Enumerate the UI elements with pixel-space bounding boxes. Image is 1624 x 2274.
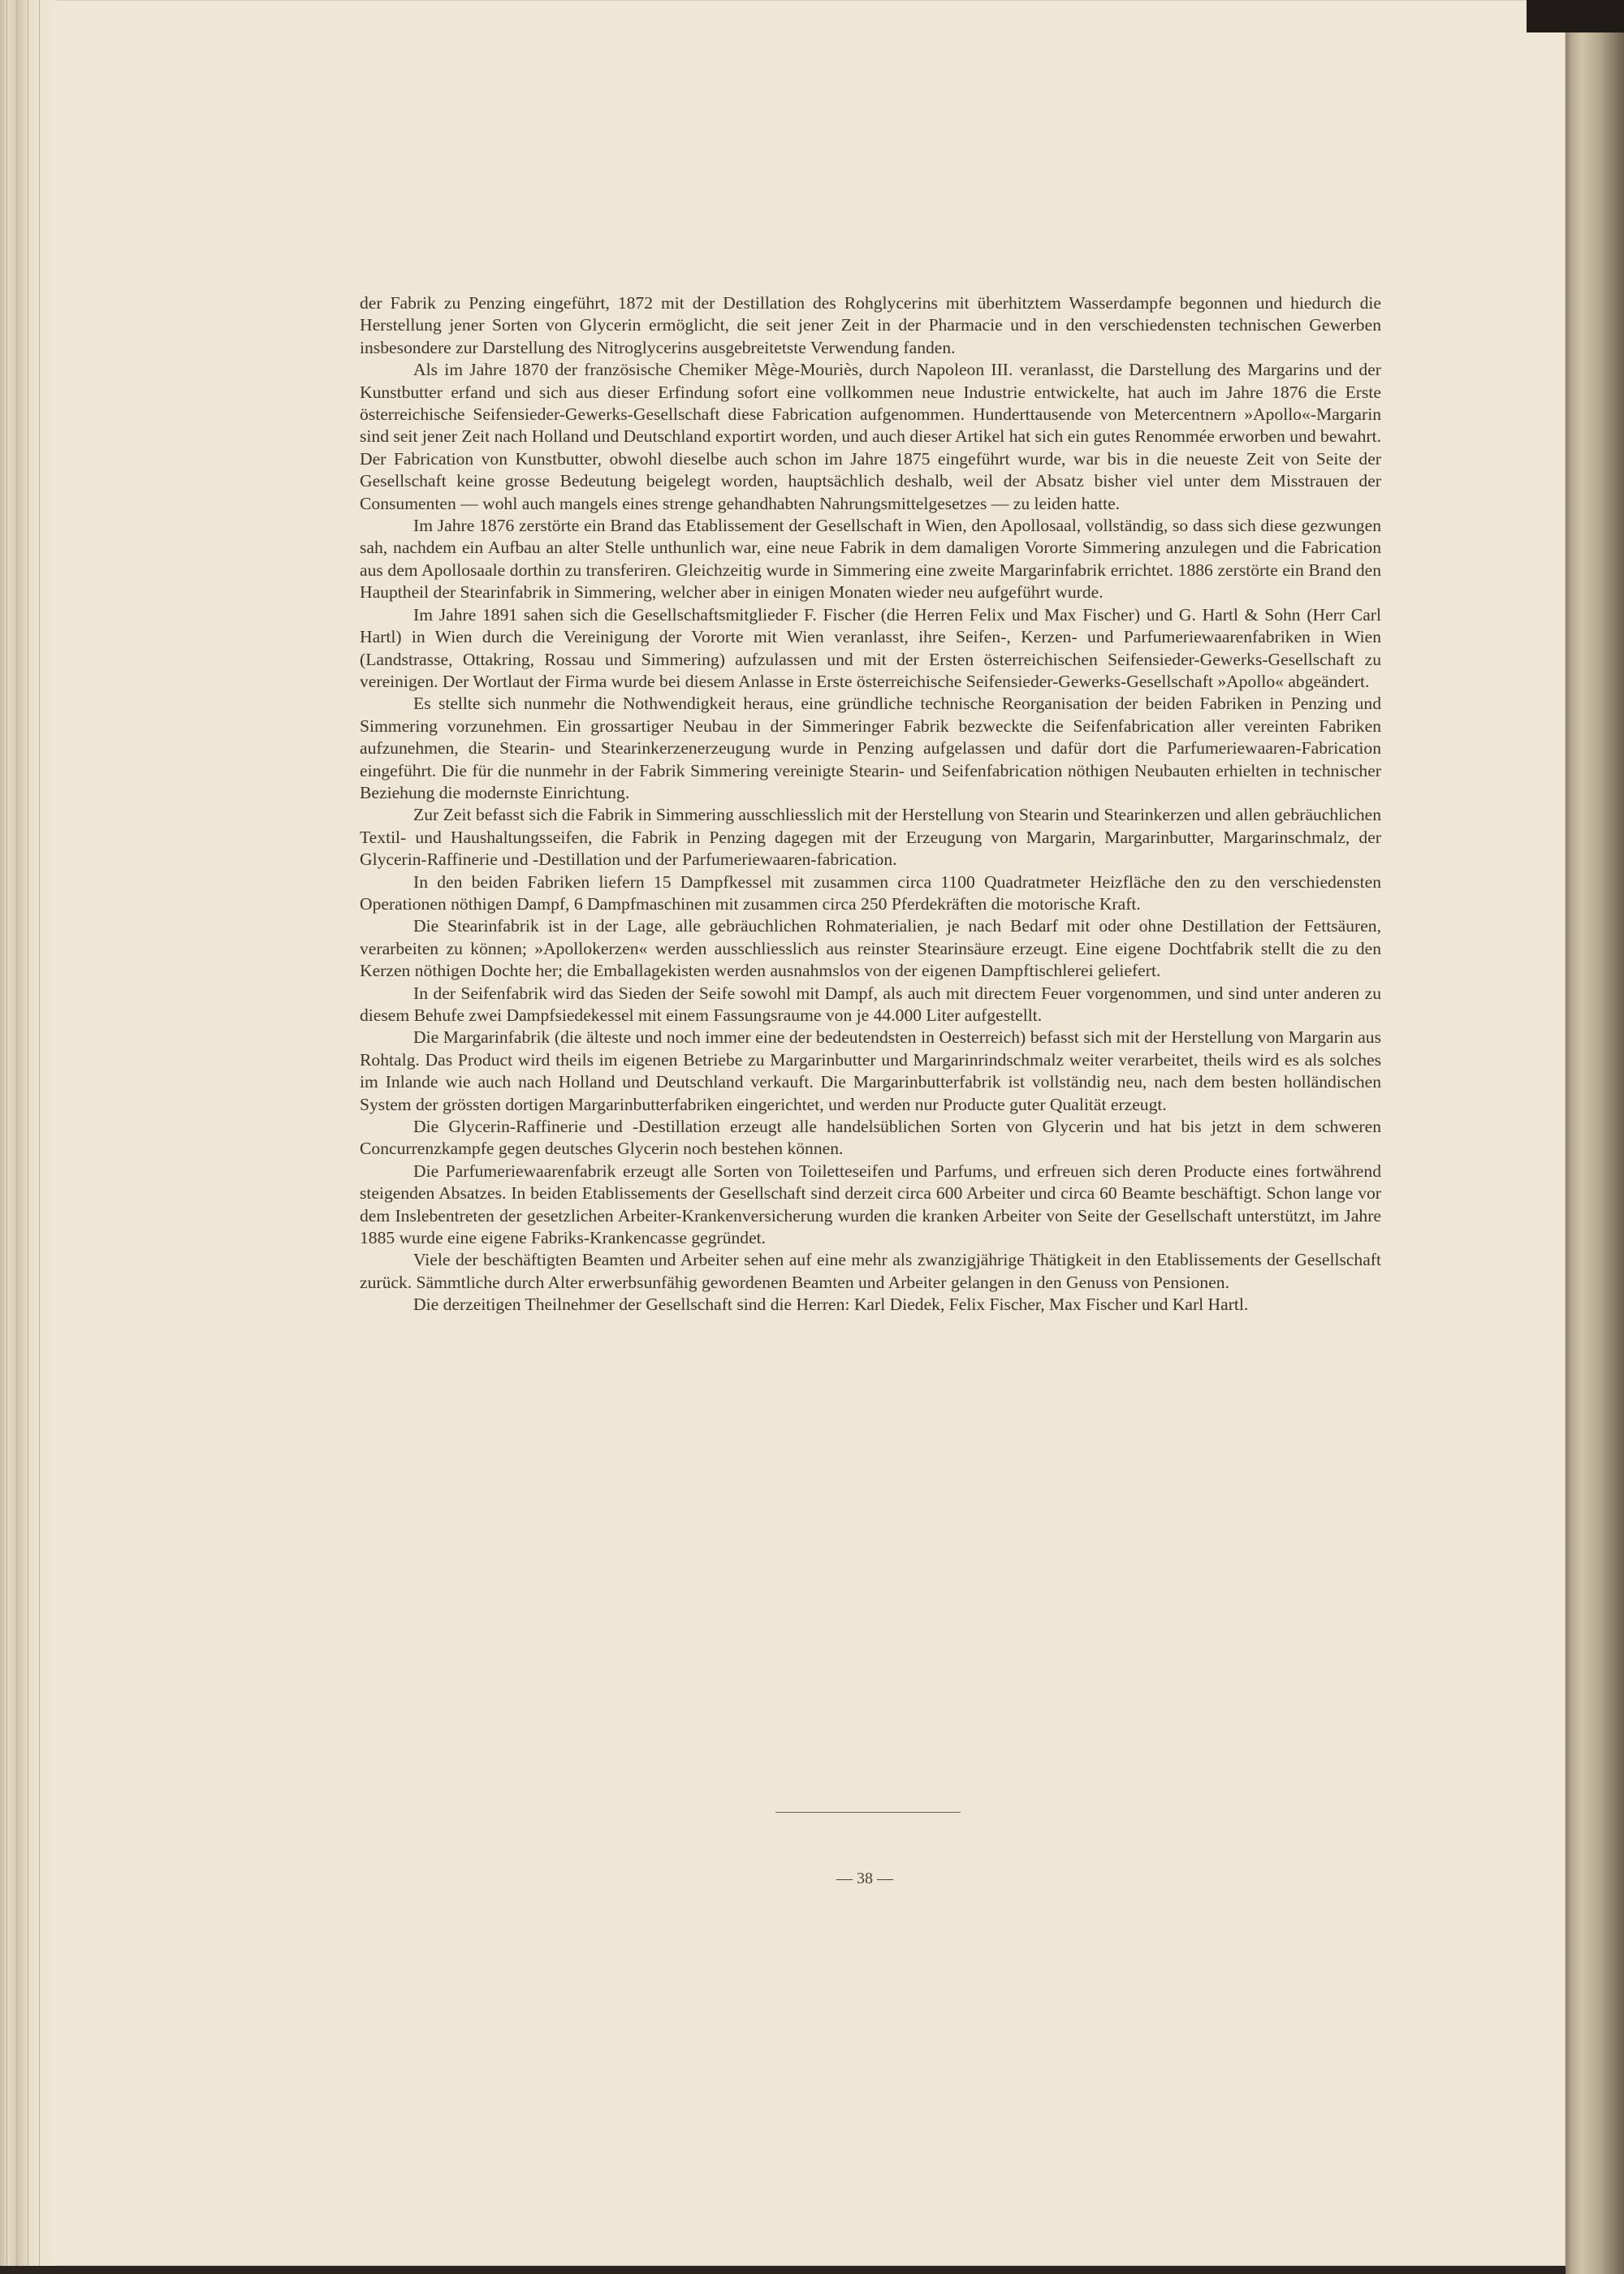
paragraph: Die Stearinfabrik ist in der Lage, alle gebräuchlichen Rohmaterialien, je nach Bedarf mit oder ohne Destillation der Fettsäuren, verarbeiten zu können; »Apollokerzen« werden ausschliesslich aus reinster Stearinsäure erzeugt. Eine eigene Dochtfabrik stellt die zu den Kerzen nöthigen Dochte her; die Emballagekisten werden ausnahmslos von der eigenen Dampftischlerei geliefert. [360,916,1381,981]
paragraph: Die Parfumeriewaarenfabrik erzeugt alle Sorten von Toiletteseifen und Parfums, und erfreuen sich deren Producte eines fortwährend steigenden Absatzes. In beiden Etablissements der Gesellschaft sind derzeit circa 600 Arbeiter und circa 60 Beamte beschäftigt. Schon lange vor dem Inslebentreten der gesetzlichen Arbeiter-Krankenversicherung wurden die kranken Arbeiter von Seite der Gesellschaft unterstützt, im Jahre 1885 wurde eine eigene Fabriks-Krankencasse gegründet. [360,1161,1381,1248]
paragraph: Es stellte sich nunmehr die Nothwendigkeit heraus, eine gründliche technische Reorganisation der beiden Fabriken in Penzing und Simmering vorzunehmen. Ein grossartiger Neubau in der Simmeringer Fabrik bezweckte die Seifenfabrication aller vereinten Fabriken aufzunehmen, die Stearin- und Stearinkerzenerzeugung wurde in Penzing aufgelassen und dafür dort die Parfumeriewaaren-Fabrication eingeführt. Die für die nunmehr in der Fabrik Simmering vereinigte Stearin- und Seifenfabrication nöthigen Neubauten erhielten in technischer Beziehung die modernste Einrichtung. [360,694,1381,802]
section-divider [775,1812,961,1813]
paragraph: Im Jahre 1891 sahen sich die Gesellschaftsmitglieder F. Fischer (die Herren Felix und Max Fischer) und G. Hartl & Sohn (Herr Carl Hartl) in Wien durch die Vereinigung der Vororte mit Wien veranlasst, ihre Seifen-, Kerzen- und Parfumeriewaarenfabriken in Wien (Landstrasse, Ottakring, Rossau und Simmering) aufzulassen und mit der Ersten österreichischen Seifensieder-Gewerks-Gesellschaft zu vereinigen. Der Wortlaut der Firma wurde bei diesem Anlasse in Erste österreichische Seifensieder-Gewerks-Gesellschaft »Apollo« abgeändert. [360,604,1381,691]
paragraph: Die Glycerin-Raffinerie und -Destillation erzeugt alle handelsüblichen Sorten von Glycerin und hat bis jetzt in dem schweren Concurrenzkampfe gegen deutsches Glycerin noch bestehen können. [360,1117,1381,1159]
page-gutter [0,0,55,2266]
paragraph: Die derzeitigen Theilnehmer der Gesellschaft sind die Herren: Karl Diedek, Felix Fischer, Max Fischer und Karl Hartl. [413,1295,1249,1315]
paragraph: Im Jahre 1876 zerstörte ein Brand das Etablissement der Gesellschaft in Wien, den Apollosaal, vollständig, so dass sich diese gezwungen sah, nachdem ein Aufbau an alter Stelle unthunlich war, eine neue Fabrik in dem damaligen Vororte Simmering anzulegen und die Fabrication aus dem Apollosaale dorthin zu transferiren. Gleichzeitig wurde in Simmering eine zweite Margarinfabrik errichtet. 1886 zerstörte ein Brand den Hauptheil der Stearinfabrik in Simmering, welcher aber in einigen Monaten wieder neu aufgeführt wurde. [360,516,1381,603]
paragraph: der Fabrik zu Penzing eingeführt, 1872 mit der Destillation des Rohglycerins mit überhitztem Wasserdampfe begonnen und hiedurch die Herstellung jener Sorten von Glycerin ermöglicht, die seit jener Zeit in der Pharmacie und in den verschiedensten technischen Gewerben insbesondere zur Darstellung des Nitroglycerins ausgebreitetste Verwendung fanden. [360,293,1381,357]
paragraph: Die Margarinfabrik (die älteste und noch immer eine der bedeutendsten in Oesterreich) befasst sich mit der Herstellung von Margarin aus Rohtalg. Das Product wird theils im eigenen Betriebe zu Margarinbutter und Margarinrindschmalz weiter verarbeitet, theils wird es als solches im Inlande wie auch nach Holland und Deutschland verkauft. Die Margarinbutterfabrik ist vollständig neu, nach dem besten holländischen System der grössten dortigen Margarinbutterfabriken eingerichtet, und werden nur Producte guter Qualität erzeugt. [360,1027,1381,1114]
paragraph: In den beiden Fabriken liefern 15 Dampfkessel mit zusammen circa 1100 Quadratmeter Heizfläche den zu den verschiedensten Operationen nöthigen Dampf, 6 Dampfmaschinen mit zusammen circa 250 Pferdekräften die motorische Kraft. [360,871,1381,914]
paragraph: In der Seifenfabrik wird das Sieden der Seife sowohl mit Dampf, als auch mit directem Feuer vorgenommen, und sind unter anderen zu diesem Behufe zwei Dampfsiedekessel mit einem Fassungsraume von je 44.000 Liter aufgestellt. [360,983,1381,1025]
paragraph: Als im Jahre 1870 der französische Chemiker Mège-Mouriès, durch Napoleon III. veranlasst, die Darstellung des Margarins und der Kunstbutter erfand und sich aus dieser Erfindung sofort eine vollkommen neue Industrie entwickelte, hat auch im Jahre 1876 die Erste österreichische Seifensieder-Gewerks-Gesellschaft diese Fabrication aufgenommen. Hunderttausende von Metercentnern »Apollo«-Margarin sind seit jener Zeit nach Holland und Deutschland exportirt worden, und auch dieser Artikel hat sich ein gutes Renommée erworben und bewahrt. Der Fabrication von Kunstbutter, obwohl dieselbe auch schon im Jahre 1875 eingeführt wurde, war bis in die neueste Zeit von Seite der Gesellschaft keine grosse Bedeutung beigelegt worden, hauptsächlich deshalb, weil der Absatz bisher viel unter dem Misstrauen der Consumenten — wohl auch mangels eines strenge gehandhabten Nahrungsmittelgesetzes — zu leiden hatte. [360,360,1381,513]
background-corner [1527,0,1624,32]
book-edge [1566,0,1624,2274]
page-number: — 38 — [836,1870,893,1887]
paragraph: Viele der beschäftigten Beamten und Arbeiter sehen auf eine mehr als zwanzigjährige Thätigkeit in den Etablissements der Gesellschaft zurück. Sämmtliche durch Alter erwerbsunfähig gewordenen Beamten und Arbeiter gelangen in den Genuss von Pensionen. [360,1250,1381,1292]
body-text [360,292,1381,1316]
paragraph: Zur Zeit befasst sich die Fabrik in Simmering ausschliesslich mit der Herstellung von Stearin und Stearinkerzen und allen gebräuchlichen Textil- und Haushaltungsseifen, die Fabrik in Penzing dagegen mit der Erzeugung von Margarin, Margarinbutter, Margarinschmalz, der Glycerin-Raffinerie und -Destillation und der Parfumeriewaaren-fabrication. [360,805,1381,870]
